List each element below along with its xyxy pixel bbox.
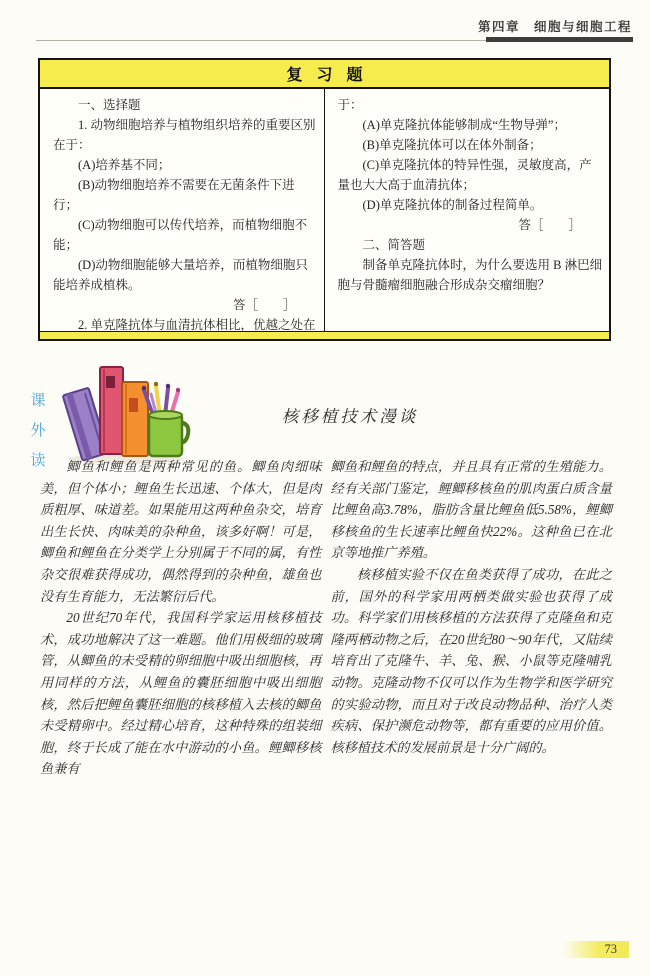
question-2-option-c: (C)单克隆抗体的特异性强，灵敏度高，产量也大大高于血清抗体； [337,158,592,192]
label-char-1: 课 [30,392,46,409]
label-char-2: 外 [30,422,46,439]
review-box-body [40,89,609,331]
question-1-stem: 1. 动物细胞培养与植物组织培养的重要区别在于： [53,118,316,152]
question-1-option-a: (A)培养基不同； [78,158,171,172]
question-2-answer-blank: 答［ ］ [518,218,581,232]
question-2-option-b: (B)单克隆抗体可以在体外制备； [362,138,542,152]
article-left-column [40,456,322,780]
article-right-column [331,456,613,780]
question-2-option-a: (A)单克隆抗体能够制成“生物导弹”； [362,118,566,132]
question-2-stem-continuation: 于： [337,98,363,112]
section-1-heading: 一、选择题 [78,98,141,112]
header-rule-accent [486,37,633,42]
article-body [40,456,612,780]
question-1-answer-blank: 答［ ］ [232,298,296,312]
books-and-pencils-illustration [56,356,198,471]
article-paragraph-1: 鲫鱼和鲤鱼是两种常见的鱼。鲫鱼肉细味美，但个体小；鲤鱼生长迅速、个体大，但是肉质粗厚、味道差。如果能用这两种鱼杂交，培育出生长快、肉味美的杂种鱼，该多好啊！可是，鲫鱼和鲤鱼在分类学上分别属于不同的属，有性杂交很难获得成功，偶然得到的杂种鱼，雄鱼也没有生育能力，无法繁衍后代。 [40,459,322,604]
article-paragraph-2: 20世纪70年代，我国科学家运用核移植技术，成功地解决了这一难题。他们用极细的玻璃管，从鲫鱼的未受精的卵细胞中吸出细胞核，再用同样的方法，从鲤鱼的囊胚细胞中吸出细胞核，然后把鲤鱼囊胚细胞的核移植入去核的鲫鱼未受精卵中。经过精心培育，这种特殊的组装细胞，终于长成了能在水中游动的小鱼。鲤鲫移核鱼兼有 [40,610,322,777]
review-bottom-strip [40,331,609,339]
section-2-heading: 二、简答题 [362,238,426,252]
review-left-column [40,89,325,331]
label-char-3: 读 [30,452,46,469]
question-2-stem-lead: 2. 单克隆抗体与血清抗体相比，优越之处在 [78,318,316,331]
question-1-option-c: (C)动物细胞可以传代培养，而植物细胞不能； [53,218,308,252]
article-paragraph-2-continuation: 鲫鱼和鲤鱼的特点，并且具有正常的生殖能力。经有关部门鉴定，鲤鲫移核鱼的肌肉蛋白质含量比鲤鱼高3.78%，脂肪含量比鲤鱼低5.58%，鲤鲫移核鱼的生长速率比鲤鱼快22%。这种鱼已在北京等地推广养殖。 [330,459,612,561]
page-number-bar [563,941,629,958]
review-right-column [325,89,610,331]
review-box-title: 复习题 [40,60,609,89]
page-number: 73 [604,942,617,956]
question-1-option-b: (B)动物细胞培养不需要在无菌条件下进行； [53,178,295,212]
chapter-heading: 第四章 细胞与细胞工程 [477,20,632,34]
article-title: 核移植技术漫谈 [281,407,419,426]
question-1-option-d: (D)动物细胞能够大量培养，而植物细胞只能培养成植株。 [53,258,308,292]
review-questions-box [38,58,611,341]
short-answer-question: 制备单克隆抗体时，为什么要选用 B 淋巴细胞与骨髓瘤细胞融合形成杂交瘤细胞？ [337,258,603,292]
article-paragraph-3: 核移植实验不仅在鱼类获得了成功，在此之前，国外的科学家用两栖类做实验也获得了成功。科学家们用核移植的方法获得了克隆鱼和克隆两栖动物之后，在20世纪80～90年代，又陆续培育出了克隆牛、羊、兔、猴、小鼠等克隆哺乳动物。克隆动物不仅可以作为生物学和医学研究的实验动物，而且对于改良动物品种、治疗人类疾病、保护濒危动物等，都有重要的应用价值。核移植技术的发展前景是十分广阔的。 [330,566,612,755]
question-2-option-d: (D)单克隆抗体的制备过程简单。 [362,198,543,212]
